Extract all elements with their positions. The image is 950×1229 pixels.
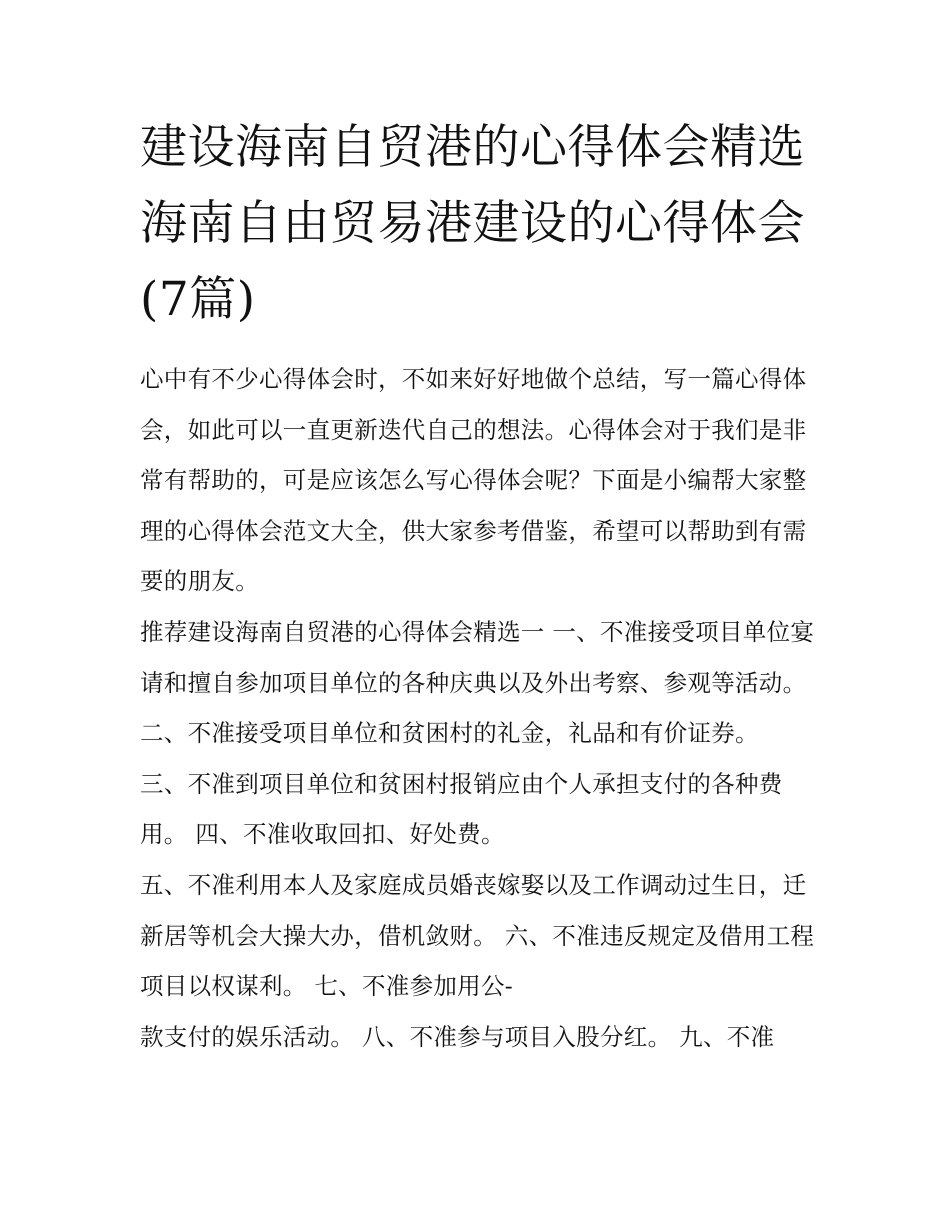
document-page xyxy=(140,110,815,1062)
paragraph-rule-three-four: 三、不准到项目单位和贫困村报销应由个人承担支付的各种费用。 四、不准收取回扣、好处费。 xyxy=(140,769,783,849)
paragraph-rule-two: 二、不准接受项目单位和贫困村的礼金，礼品和有价证券。 xyxy=(140,719,759,748)
paragraph-rule-five-seven: 五、不准利用本人及家庭成员婚丧嫁娶以及工作调动过生日，迁新居等机会大操大办，借机敛财。 六、不准违反规定及借用工程项目以权谋利。 七、不准参加用公- xyxy=(140,870,815,1001)
document-title: 建设海南自贸港的心得体会精选 海南自由贸易港建设的心得体会(7篇) xyxy=(140,120,805,327)
paragraph-recommend-one: 推荐建设海南自贸港的心得体会精选一 一、不准接受项目单位宴请和擅自参加项目单位的各种庆典以及外出考察、参观等活动。 xyxy=(140,617,815,697)
paragraph-rule-seven-nine: 款支付的娱乐活动。 八、不准参与项目入股分红。 九、不准 xyxy=(140,1022,775,1051)
paragraph-intro: 心中有不少心得体会时，不如来好好地做个总结，写一篇心得体会，如此可以一直更新迭代自己的想法。心得体会对于我们是非常有帮助的，可是应该怎么写心得体会呢？下面是小编帮大家整理的心得体会范文大全，供大家参考借鉴，希望可以帮助到有需要的朋友。 xyxy=(140,365,807,596)
document-body xyxy=(140,354,815,1062)
